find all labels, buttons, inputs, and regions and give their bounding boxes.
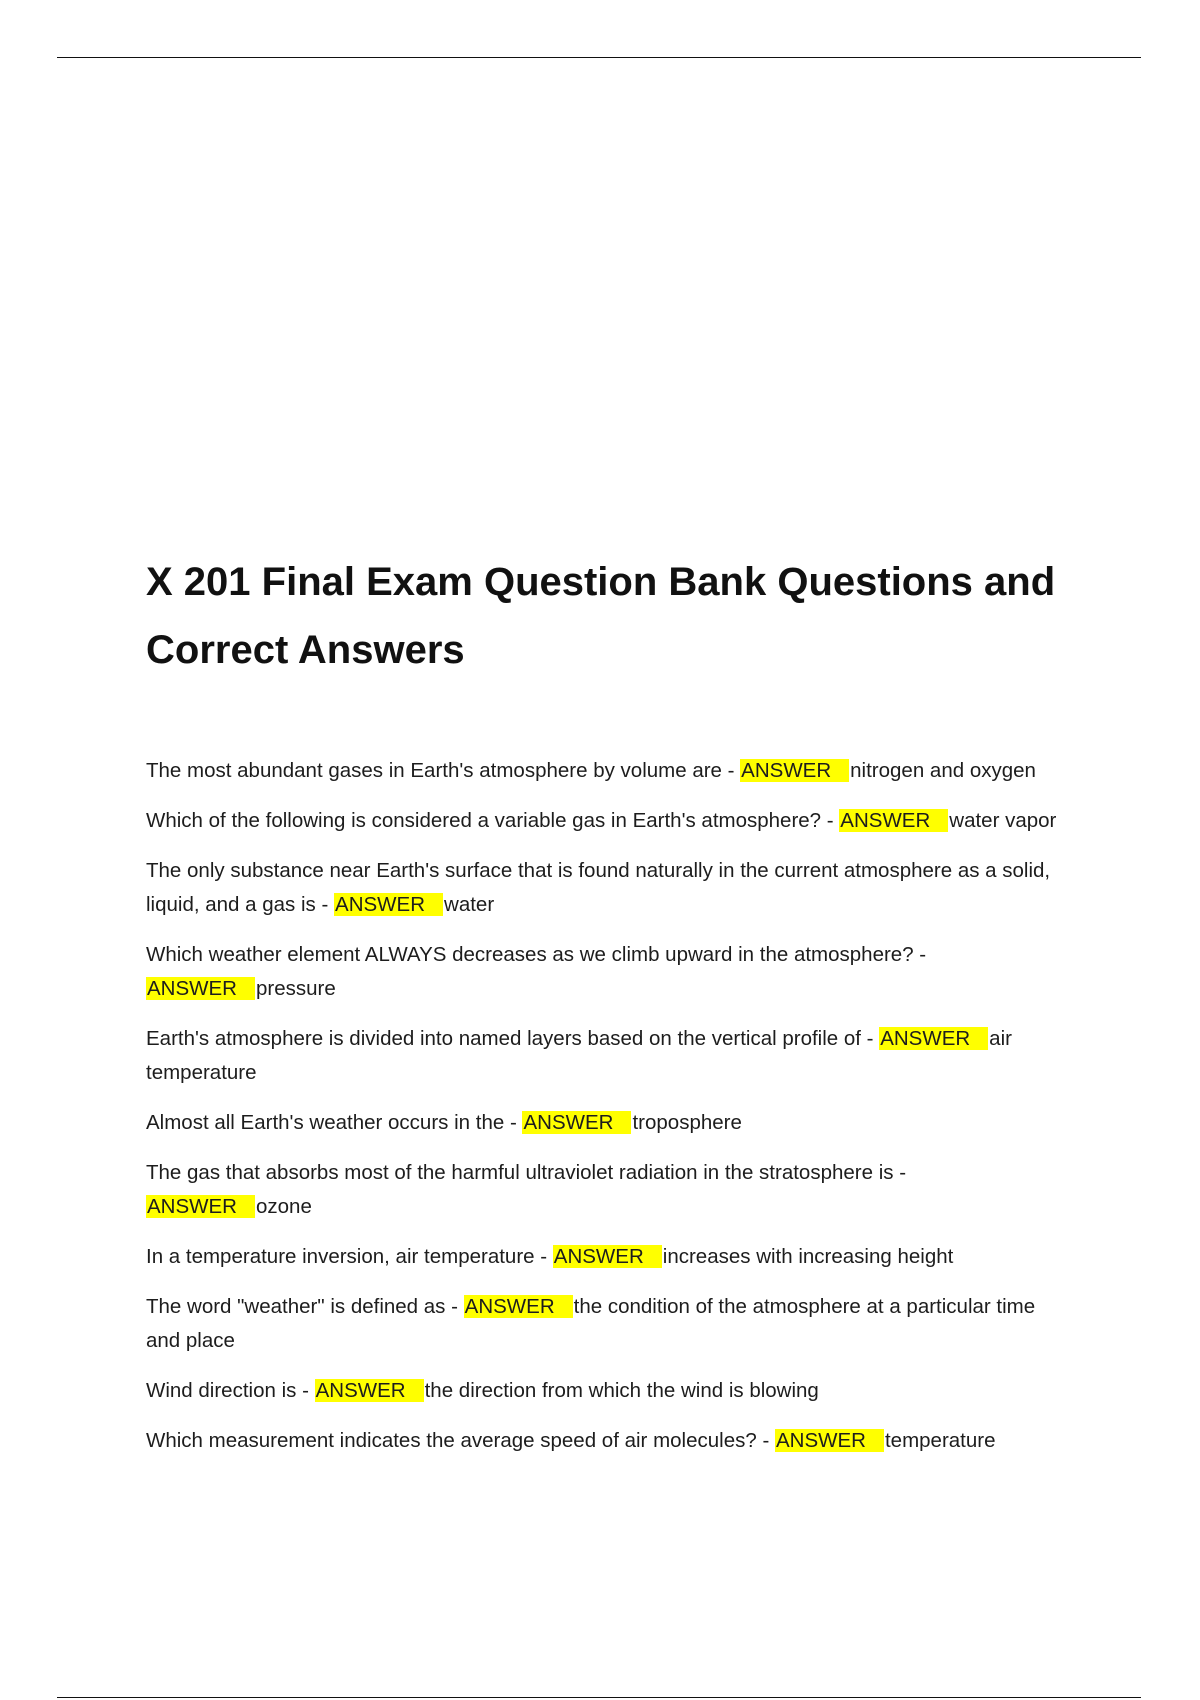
question-item (146, 854, 1066, 922)
question-text: Which weather element ALWAYS decreases as we climb upward in the atmosphere? - (146, 943, 927, 966)
answer-marker: ANSWER (315, 1379, 424, 1402)
question-text: The most abundant gases in Earth's atmosphere by volume are - (146, 759, 741, 782)
answer-text: the condition of the atmosphere at a particular time and place (146, 1295, 1036, 1352)
answer-marker: ANSWER (775, 1429, 884, 1452)
question-item (146, 754, 1066, 788)
question-text: Earth's atmosphere is divided into named layers based on the vertical profile of - (146, 1027, 880, 1050)
answer-marker: ANSWER (146, 1195, 255, 1218)
question-item (146, 1424, 1066, 1458)
document-title: X 201 Final Exam Question Bank Questions and Correct Answers (146, 560, 1056, 672)
answer-text: pressure (255, 977, 336, 1000)
question-item (146, 1290, 1066, 1358)
answer-marker: ANSWER (879, 1027, 988, 1050)
top-rule (57, 57, 1141, 58)
question-text: Which measurement indicates the average speed of air molecules? - (146, 1429, 775, 1452)
answer-text: the direction from which the wind is blowing (424, 1379, 819, 1402)
question-item (146, 1240, 1066, 1274)
bottom-rule (57, 1697, 1141, 1698)
answer-marker: ANSWER (740, 759, 849, 782)
question-text: The word "weather" is defined as - (146, 1295, 464, 1318)
question-text: The only substance near Earth's surface that is found naturally in the current atmosphere as a solid, liquid, and a gas is - (146, 859, 1051, 916)
answer-marker: ANSWER (553, 1245, 662, 1268)
answer-text: air temperature (146, 1027, 1012, 1084)
answer-text: water (444, 893, 495, 916)
question-item (146, 1106, 1066, 1140)
question-item (146, 1374, 1066, 1408)
question-item (146, 938, 1066, 1006)
question-text: Wind direction is - (146, 1379, 315, 1402)
answer-marker: ANSWER (839, 809, 948, 832)
answer-text: water vapor (949, 809, 1057, 832)
answer-marker: ANSWER (464, 1295, 573, 1318)
answer-text: troposphere (632, 1111, 742, 1134)
question-item (146, 1022, 1066, 1090)
question-text: Almost all Earth's weather occurs in the - (146, 1111, 523, 1134)
question-text: The gas that absorbs most of the harmful ultraviolet radiation in the stratosphere is - (146, 1161, 907, 1184)
question-list (146, 754, 1066, 1474)
answer-marker: ANSWER (334, 893, 443, 916)
answer-text: ozone (255, 1195, 312, 1218)
question-item (146, 1156, 1066, 1224)
question-item (146, 804, 1066, 838)
answer-text: temperature (884, 1429, 996, 1452)
answer-text: nitrogen and oxygen (850, 759, 1036, 782)
answer-marker: ANSWER (522, 1111, 631, 1134)
answer-marker: ANSWER (146, 977, 255, 1000)
question-text: In a temperature inversion, air temperature - (146, 1245, 553, 1268)
question-text: Which of the following is considered a variable gas in Earth's atmosphere? - (146, 809, 840, 832)
answer-text: increases with increasing height (662, 1245, 954, 1268)
